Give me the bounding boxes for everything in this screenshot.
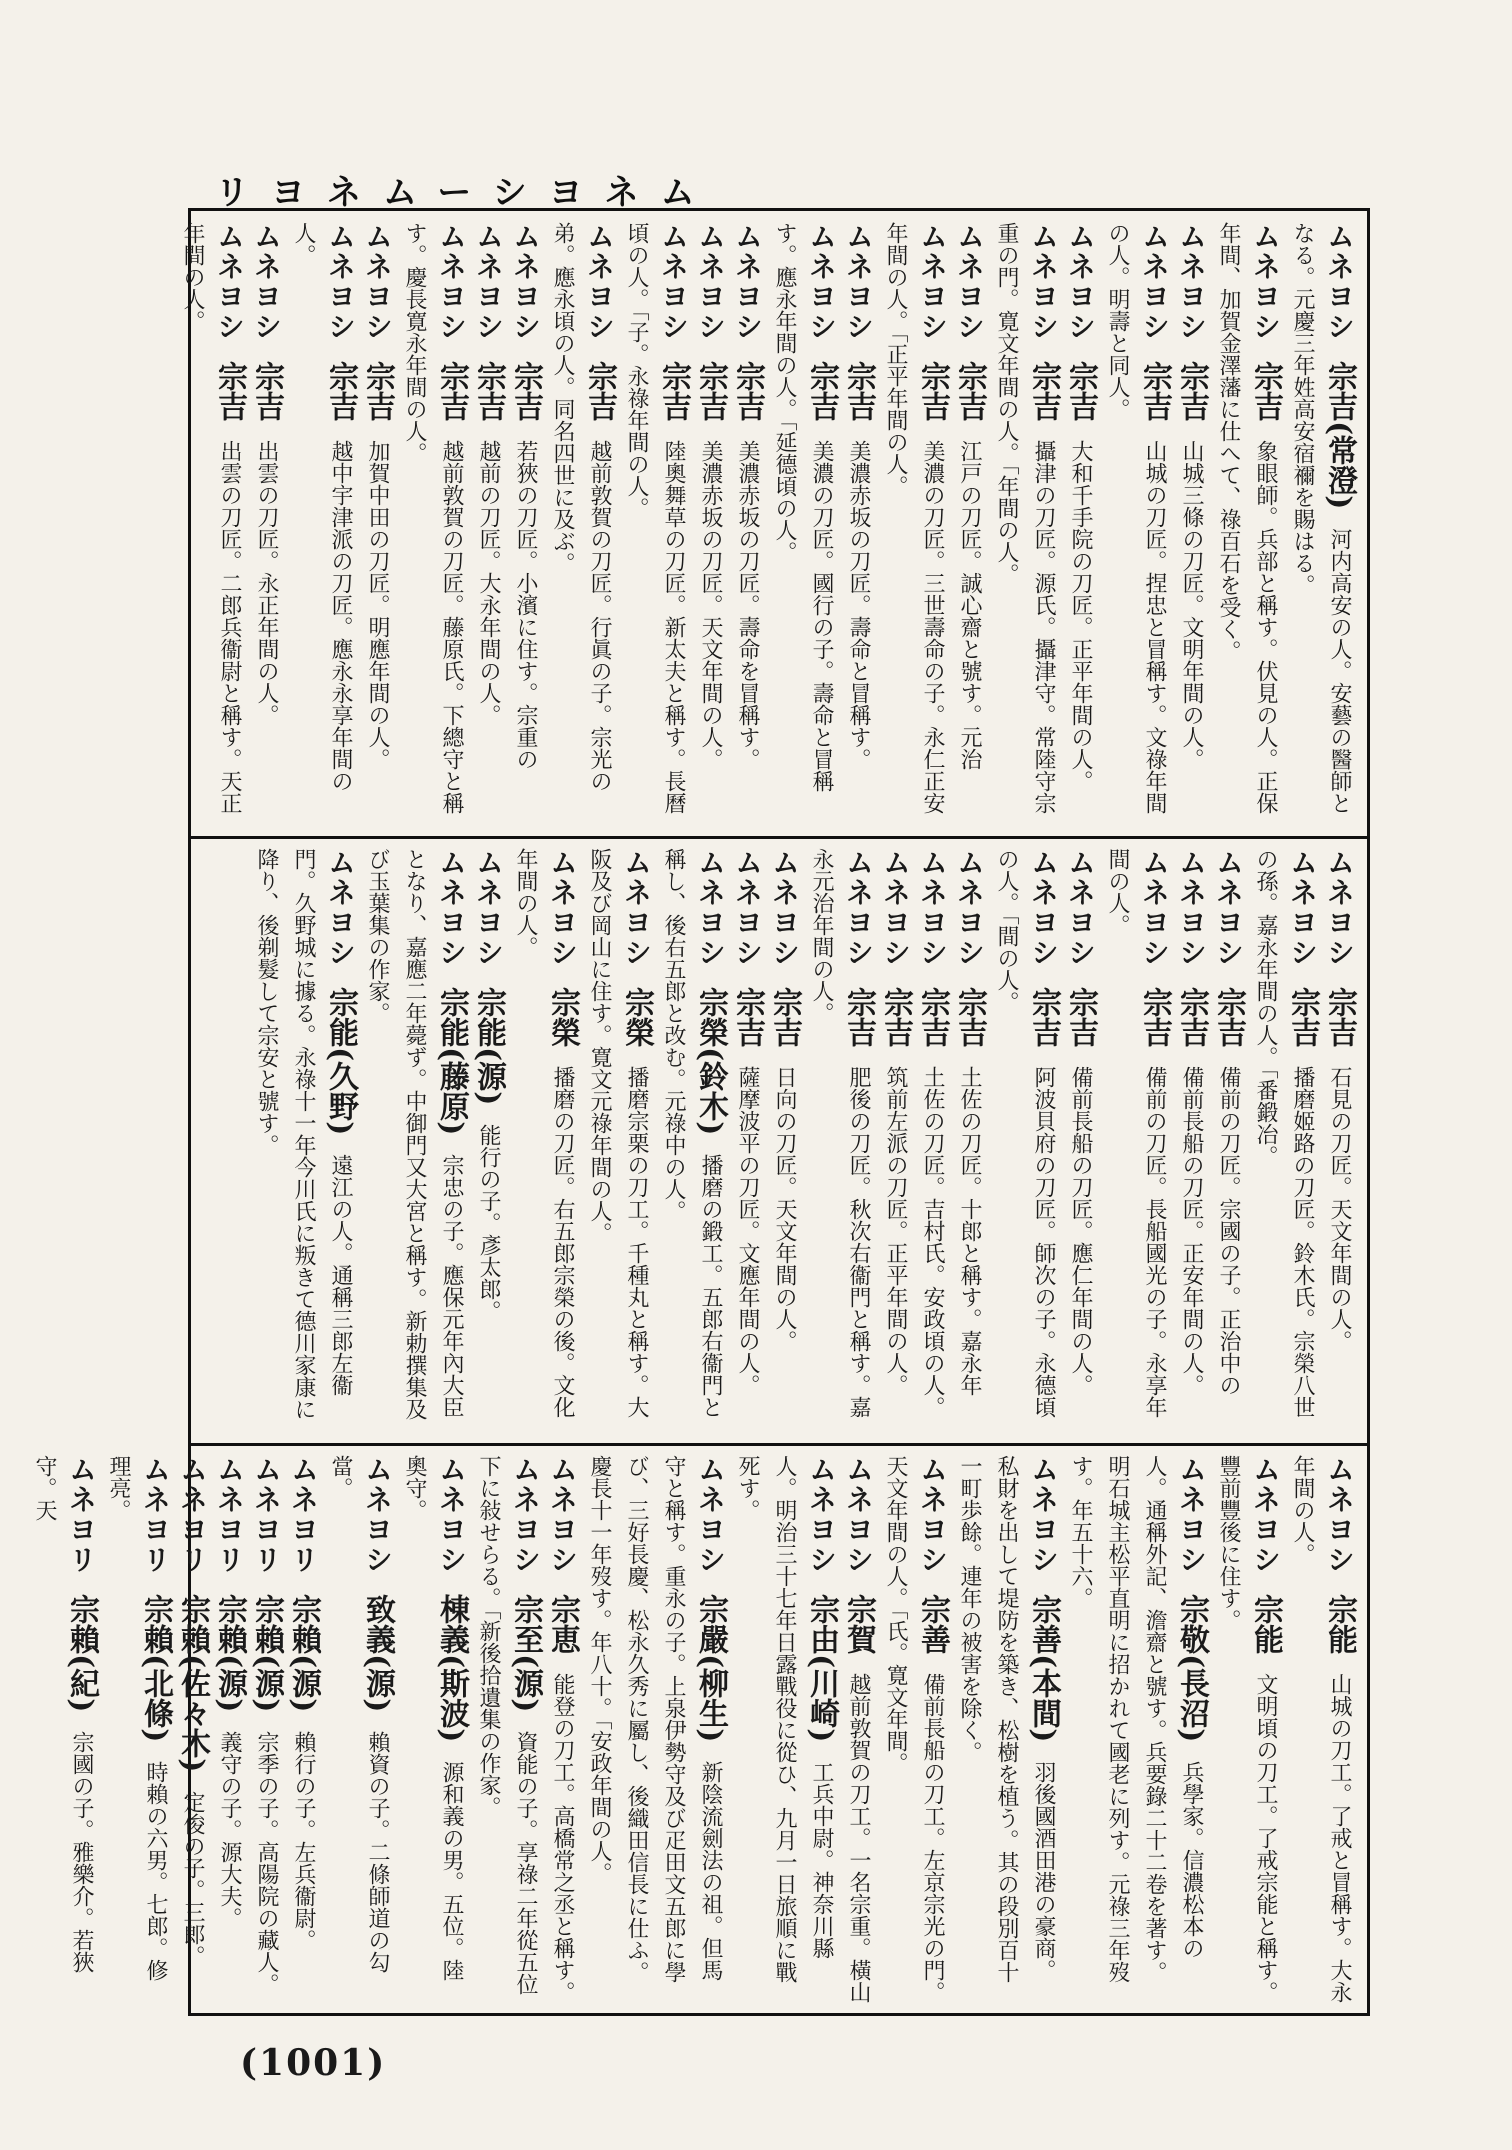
entry-description: 資能の子。享祿二年從五位下に敍せらる。「新後拾遺集の作家。: [476, 1455, 538, 1996]
entry-description: 美濃の刀匠。國行の子。壽命と冒稱す。應永年間の人。「延德頃の人。: [772, 222, 834, 792]
entry-reading: ムネヨシ: [435, 222, 468, 342]
entry-reading: ムネヨシ: [842, 848, 875, 968]
dictionary-entry: [1099, 848, 1173, 1434]
dictionary-entry: [396, 222, 470, 828]
entry-reading: ムネヨシ: [657, 222, 690, 342]
entry-name: 宗賴(紀): [64, 1593, 99, 1713]
entry-name: 宗吉: [767, 986, 802, 1047]
band-divider: [188, 836, 1370, 839]
entry-name: 宗吉: [323, 360, 358, 421]
entry-name: 宗由(川崎): [804, 1593, 839, 1743]
entry-reading: ムネヨシ: [324, 222, 357, 342]
entry-reading: ムネヨリ: [287, 1455, 320, 1575]
entry-name: 宗吉: [1137, 986, 1172, 1047]
dictionary-entry: [581, 848, 655, 1434]
dictionary-entry: [877, 848, 914, 1434]
entry-description: 出雲の刀匠。二郎兵衞尉と稱す。天正年間の人。: [180, 222, 242, 814]
entry-description: 播磨宗栗の刀工。千種丸と稱す。大阪及び岡山に住す。寛文元祿年間の人。: [587, 848, 649, 1418]
entry-reading: ムネヨシ: [472, 848, 505, 968]
entry-reading: ムネヨシ: [1323, 848, 1356, 968]
entry-reading: ムネヨシ: [953, 222, 986, 342]
entry-description: 陸奧舞草の刀匠。新太夫と稱す。長曆頃の人。「子。永祿年間の人。: [624, 222, 686, 814]
dictionary-entry: [1173, 222, 1210, 828]
entry-description: 土佐の刀匠。十郎と稱す。嘉永年: [957, 1065, 982, 1396]
dictionary-entry: [729, 848, 766, 1434]
entry-description: 宗季の子。高陽院の藏人。: [254, 1731, 279, 1996]
dictionary-entry: [951, 848, 988, 1434]
entry-description: 宗國の子。雅樂介。若狹守。天: [32, 1455, 94, 1974]
dictionary-entry: [285, 222, 359, 828]
column-container: [248, 848, 1358, 1434]
entry-name: 宗吉: [915, 986, 950, 1047]
dictionary-entry: [951, 222, 988, 828]
entry-description: 江戸の刀匠。誠心齋と號す。元治: [957, 439, 982, 770]
entry-description: 兵學家。信濃松本の人。通稱外記、澹齋と號す。兵要錄二十二卷を著す。明石城主松平直明に招かれて國老に列す。元祿三年歿す。年五十六。: [1068, 1455, 1204, 1983]
entry-reading: ムネヨシ: [916, 1455, 949, 1575]
dictionary-entry: [359, 222, 396, 828]
dictionary-entry: [1210, 1455, 1284, 2003]
entry-description: 土佐の刀匠。吉村氏。安政頃の人。: [920, 1065, 945, 1418]
entry-reading: ムネヨシ: [1249, 1455, 1282, 1575]
entry-description: 山城の刀匠。捏忠と冒稱す。文祿年間の人。明壽と同人。: [1105, 222, 1167, 814]
entry-reading: ムネヨシ: [1027, 222, 1060, 342]
dictionary-entry: [1173, 848, 1210, 1434]
entry-description: 河内高安の人。安藝の醫師となる。元慶三年姓高安宿禰を賜はる。: [1290, 222, 1352, 815]
entry-reading: ムネヨシ: [1323, 222, 1356, 342]
dictionary-entry: [951, 1455, 1062, 2003]
entry-description: 越中宇津派の刀匠。應永永享年間の人。: [291, 222, 353, 792]
entry-name: 宗吉: [878, 986, 913, 1047]
entry-name: 宗吉: [841, 986, 876, 1047]
dictionary-entry: [174, 222, 248, 828]
entry-reading: ムネヨシ: [842, 222, 875, 342]
entry-description: 石見の刀匠。天文年間の人。: [1327, 1065, 1352, 1352]
entry-name: 宗能(久野): [323, 986, 358, 1136]
dictionary-entry: [248, 222, 285, 828]
entry-reading: ムネヨシ: [324, 848, 357, 968]
entry-reading: ムネヨシ: [731, 848, 764, 968]
entry-reading: ムネヨリ: [176, 1455, 209, 1575]
dictionary-entry: [544, 1455, 581, 2003]
entry-reading: ムネヨシ: [1027, 848, 1060, 968]
entry-description: 美濃赤坂の刀匠。壽命を冒稱す。: [735, 439, 760, 770]
entry-reading: ムネヨリ: [250, 1455, 283, 1575]
dictionary-entry: [1321, 848, 1358, 1434]
entry-name: 宗吉: [730, 986, 765, 1047]
dictionary-entry: [100, 1455, 174, 2003]
dictionary-entry: [803, 848, 877, 1434]
entry-reading: ムネヨシ: [805, 222, 838, 342]
entry-description: 播磨の鍛工。五郎右衞門と稱し、後右五郎と改む。元祿中の人。: [661, 848, 723, 1419]
entry-name: 宗吉: [1026, 986, 1061, 1047]
entry-name: 宗吉: [360, 360, 395, 421]
dictionary-entry: [729, 222, 766, 828]
entry-reading: ムネヨシ: [213, 222, 246, 342]
entry-name: 宗吉: [656, 360, 691, 421]
page-number: (1001): [240, 2042, 387, 2084]
running-head: リヨネムーシヨネム: [215, 173, 717, 213]
dictionary-entry: [544, 222, 618, 828]
dictionary-entry: [470, 848, 507, 1434]
entry-reading: ムネヨシ: [361, 1455, 394, 1575]
entry-description: 能行の子。彥太郎。: [476, 1124, 501, 1323]
entry-name: 宗吉: [1285, 986, 1320, 1047]
dictionary-band-bottom: [32, 1455, 1358, 2003]
entry-reading: ムネヨシ: [546, 848, 579, 968]
entry-name: 宗吉: [1063, 986, 1098, 1047]
entry-reading: ムネヨシ: [842, 1455, 875, 1575]
dictionary-entry: [581, 1455, 729, 2003]
dictionary-entry: [1210, 222, 1284, 828]
entry-name: 宗榮: [545, 986, 580, 1047]
entry-name: 宗吉: [841, 360, 876, 421]
column-container: [174, 222, 1358, 828]
entry-description: 阿波貝府の刀匠。師次の子。永德頃の人。「間の人。: [994, 848, 1056, 1418]
entry-name: 宗善(本間): [1026, 1593, 1061, 1743]
entry-name: 宗吉: [1137, 360, 1172, 421]
entry-reading: ムネヨシ: [1175, 848, 1208, 968]
entry-reading: ムネヨシ: [1323, 1455, 1356, 1575]
entry-name: 宗能: [1322, 1593, 1357, 1654]
dictionary-band-middle: [200, 848, 1358, 1434]
entry-name: 宗吉: [693, 360, 728, 421]
entry-name: 宗賴(源): [286, 1593, 321, 1713]
entry-reading: ムネヨシ: [361, 222, 394, 342]
entry-name: 宗嚴(柳生): [693, 1593, 728, 1743]
entry-description: 加賀中田の刀匠。明應年間の人。: [365, 439, 390, 770]
dictionary-entry: [766, 848, 803, 1434]
dictionary-entry: [1284, 222, 1358, 828]
column-container: [26, 1455, 1358, 2003]
dictionary-entry: [840, 222, 877, 828]
dictionary-entry: [877, 1455, 951, 2003]
entry-name: 宗恵: [545, 1593, 580, 1654]
entry-name: 宗賀: [841, 1593, 876, 1654]
entry-description: 羽後國酒田港の豪商。私財を出して堤防を築き、松樹を植う。其の段別百十一町歩餘。連年の被害を除く。: [957, 1455, 1056, 1983]
entry-description: 大和千手院の刀匠。正平年間の人。: [1068, 439, 1093, 792]
dictionary-band-top: [180, 222, 1358, 828]
dictionary-entry: [655, 848, 729, 1434]
entry-reading: ムネヨシ: [435, 848, 468, 968]
entry-reading: ムネヨシ: [694, 1455, 727, 1575]
entry-description: 備前長船の刀匠。應仁年間の人。: [1068, 1065, 1093, 1396]
entry-description: 越前の刀匠。大永年間の人。: [476, 439, 501, 726]
entry-description: 備前長船の刀匠。正安年間の人。: [1179, 1065, 1204, 1396]
entry-reading: ムネヨシ: [1138, 848, 1171, 968]
dictionary-entry: [1062, 848, 1099, 1434]
entry-reading: ムネヨシ: [1064, 222, 1097, 342]
entry-description: 越前敦賀の刀匠。藤原氏。下總守と稱す。慶長寛永年間の人。: [402, 222, 464, 814]
dictionary-entry: [211, 1455, 248, 2003]
entry-name: 宗賴(源): [212, 1593, 247, 1713]
entry-reading: ムネヨシ: [768, 848, 801, 968]
entry-name: 宗能(藤原): [434, 986, 469, 1136]
entry-description: 備前の刀匠。長船國光の子。永享年間の人。: [1105, 848, 1167, 1418]
dictionary-entry: [359, 848, 470, 1434]
entry-name: 宗吉: [508, 360, 543, 421]
entry-reading: ムネヨシ: [879, 848, 912, 968]
entry-reading: ムネヨリ: [65, 1455, 98, 1575]
entry-reading: ムネヨシ: [805, 1455, 838, 1575]
entry-description: 新陰流劍法の祖。但馬守と稱す。重永の子。上泉伊勢守及び疋田文五郎に學び、三好長慶、松永久秀に屬し、後織田信長に仕ふ。慶長十一年歿す。年八十。「安政年間の人。: [587, 1455, 723, 1983]
entry-description: 遠江の人。通稱三郎左衞門。久野城に據る。永祿十一年今川氏に叛きて德川家康に降り、後剃髮して宗安と號す。: [254, 848, 353, 1420]
dictionary-entry: [507, 848, 581, 1434]
dictionary-entry: [1062, 1455, 1210, 2003]
entry-reading: ムネヨシ: [472, 222, 505, 342]
dictionary-entry: [729, 1455, 840, 2003]
entry-name: 宗吉: [1026, 360, 1061, 421]
entry-description: 薩摩波平の刀匠。文應年間の人。: [735, 1065, 760, 1396]
entry-description: 日向の刀匠。天文年間の人。: [772, 1065, 797, 1352]
entry-name: 宗能: [1248, 1593, 1283, 1654]
entry-description: 播磨の刀匠。右五郎宗榮の後。文化年間の人。: [513, 848, 575, 1418]
dictionary-entry: [248, 848, 359, 1434]
entry-reading: ムネヨシ: [1249, 222, 1282, 342]
entry-name: 宗吉: [471, 360, 506, 421]
entry-name: 宗能(源): [471, 986, 506, 1106]
entry-reading: ムネヨシ: [694, 222, 727, 342]
entry-description: 象眼師。兵部と稱す。伏見の人。正保年間、加賀金澤藩に仕へて、祿百石を受く。: [1216, 222, 1278, 814]
entry-description: 美濃の刀匠。三世壽命の子。永仁正安年間の人。「正平年間の人。: [883, 222, 945, 814]
entry-description: 賴資の子。二條師道の勾當。: [328, 1455, 390, 1974]
entry-name: 宗吉(常澄): [1322, 360, 1357, 510]
entry-name: 宗吉: [1174, 986, 1209, 1047]
dictionary-entry: [322, 1455, 396, 2003]
entry-description: 賴行の子。左兵衞尉。: [291, 1731, 316, 1952]
dictionary-entry: [248, 1455, 285, 2003]
entry-reading: ムネヨシ: [1027, 1455, 1060, 1575]
entry-name: 宗善: [915, 1593, 950, 1654]
entry-description: 筑前左派の刀匠。正平年間の人。: [883, 1065, 908, 1396]
entry-name: 宗榮: [619, 986, 654, 1047]
entry-name: 宗吉: [952, 986, 987, 1047]
dictionary-entry: [26, 1455, 100, 2003]
dictionary-entry: [1247, 848, 1321, 1434]
entry-name: 宗吉: [1174, 360, 1209, 421]
entry-name: 宗吉: [1322, 986, 1357, 1047]
entry-reading: ムネヨシ: [953, 848, 986, 968]
entry-name: 宗吉: [249, 360, 284, 421]
dictionary-entry: [174, 1455, 211, 2003]
entry-reading: ムネヨシ: [1212, 848, 1245, 968]
entry-description: 播磨姬路の刀匠。鈴木氏。宗榮八世の孫。嘉永年間の人。「番鍛冶。: [1253, 848, 1315, 1418]
entry-description: 備前の刀匠。宗國の子。正治中の: [1216, 1065, 1241, 1396]
entry-description: 文明頃の刀工。了戒宗能と稱す。豐前豐後に住す。: [1216, 1455, 1278, 2003]
dictionary-entry: [877, 222, 951, 828]
entry-description: 攝津の刀匠。源氏。攝津守。常陸守宗重の門。寛文年間の人。「年間の人。: [994, 222, 1056, 814]
entry-name: 宗至(源): [508, 1593, 543, 1713]
entry-description: 越前敦賀の刀匠。行眞の子。宗光の弟。應永頃の人。同名四世に及ぶ。: [550, 222, 612, 792]
dictionary-entry: [1210, 848, 1247, 1434]
dictionary-entry: [840, 1455, 877, 2003]
dictionary-entry: [618, 222, 692, 828]
entry-reading: ムネヨシ: [1175, 222, 1208, 342]
entry-reading: ムネヨシ: [916, 222, 949, 342]
entry-name: 宗吉: [952, 360, 987, 421]
dictionary-entry: [988, 222, 1062, 828]
entry-description: 美濃赤坂の刀匠。天文年間の人。: [698, 439, 723, 770]
dictionary-entry: [1284, 1455, 1358, 2003]
dictionary-entry: [470, 222, 507, 828]
entry-description: 備前長船の刀工。左京宗光の門。天文年間の人。「氏。寛文年間。: [883, 1455, 945, 2003]
entry-description: 定俊の子。三郎。: [180, 1791, 205, 1968]
entry-name: 宗吉: [212, 360, 247, 421]
entry-reading: ムネヨシ: [250, 222, 283, 342]
dictionary-entry: [1099, 222, 1173, 828]
dictionary-entry: [396, 1455, 470, 2003]
entry-description: 越前敦賀の刀工。一名宗重。橫山: [846, 1672, 871, 2003]
dictionary-entry: [507, 222, 544, 828]
entry-description: 出雲の刀匠。永正年間の人。: [254, 439, 279, 726]
entry-reading: ムネヨシ: [509, 222, 542, 342]
dictionary-entry: [470, 1455, 544, 2003]
entry-name: 宗吉: [1211, 986, 1246, 1047]
entry-name: 宗敬(長沼): [1174, 1593, 1209, 1743]
dictionary-entry: [988, 848, 1062, 1434]
entry-name: 宗吉: [730, 360, 765, 421]
entry-description: 義守の子。源大夫。: [217, 1731, 242, 1930]
entry-name: 宗吉: [804, 360, 839, 421]
dictionary-entry: [692, 222, 729, 828]
entry-name: 宗賴(北條): [138, 1593, 173, 1743]
entry-reading: ムネヨシ: [1286, 848, 1319, 968]
entry-name: 棟義(斯波): [434, 1593, 469, 1743]
entry-name: 宗吉: [915, 360, 950, 421]
entry-description: 若狹の刀匠。小濱に住す。宗重の: [513, 439, 538, 770]
entry-reading: ムネヨシ: [583, 222, 616, 342]
entry-name: 宗賴(佐々木): [175, 1593, 210, 1773]
entry-reading: ムネヨシ: [731, 222, 764, 342]
entry-reading: ムネヨシ: [1175, 1455, 1208, 1575]
dictionary-entry: [1062, 222, 1099, 828]
entry-reading: ムネヨシ: [509, 1455, 542, 1575]
entry-description: 宗忠の子。應保元年內大臣となり、嘉應二年薨ず。中御門又大宮と稱す。新勅撰集及び玉葉集の作家。: [365, 848, 464, 1420]
entry-name: 宗吉: [1063, 360, 1098, 421]
band-divider: [188, 1443, 1370, 1446]
entry-reading: ムネヨシ: [916, 848, 949, 968]
entry-reading: ムネヨリ: [213, 1455, 246, 1575]
entry-description: 肥後の刀匠。秋次右衞門と稱す。嘉永元治年間の人。: [809, 848, 871, 1418]
entry-reading: ムネヨシ: [1064, 848, 1097, 968]
entry-reading: ムネヨシ: [546, 1455, 579, 1575]
entry-name: 宗賴(源): [249, 1593, 284, 1713]
entry-name: 致義(源): [360, 1593, 395, 1713]
entry-description: 工兵中尉。神奈川縣人。明治三十七年日露戰役に從ひ、九月一日旅順に戰死す。: [735, 1455, 834, 1983]
entry-description: 能登の刀工。高橋常之丞と稱す。: [550, 1672, 575, 2003]
entry-reading: ムネヨシ: [694, 848, 727, 968]
entry-description: 時賴の六男。七郎。修理亮。: [106, 1455, 168, 1982]
entry-name: 宗吉: [1248, 360, 1283, 421]
dictionary-entry: [285, 1455, 322, 2003]
entry-name: 宗榮(鈴木): [693, 986, 728, 1136]
entry-reading: ムネヨシ: [620, 848, 653, 968]
dictionary-entry: [766, 222, 840, 828]
entry-description: 美濃赤坂の刀匠。壽命と冒稱す。: [846, 439, 871, 770]
dictionary-entry: [914, 848, 951, 1434]
entry-name: 宗吉: [582, 360, 617, 421]
entry-reading: ムネヨシ: [1138, 222, 1171, 342]
entry-name: 宗吉: [434, 360, 469, 421]
entry-reading: ムネヨシ: [435, 1455, 468, 1575]
entry-description: 源和義の男。五位。陸奧守。: [402, 1455, 464, 1982]
entry-reading: ムネヨリ: [139, 1455, 172, 1575]
entry-description: 山城の刀工。了戒と冒稱す。大永年間の人。: [1290, 1455, 1352, 2003]
entry-description: 山城三條の刀匠。文明年間の人。: [1179, 439, 1204, 770]
